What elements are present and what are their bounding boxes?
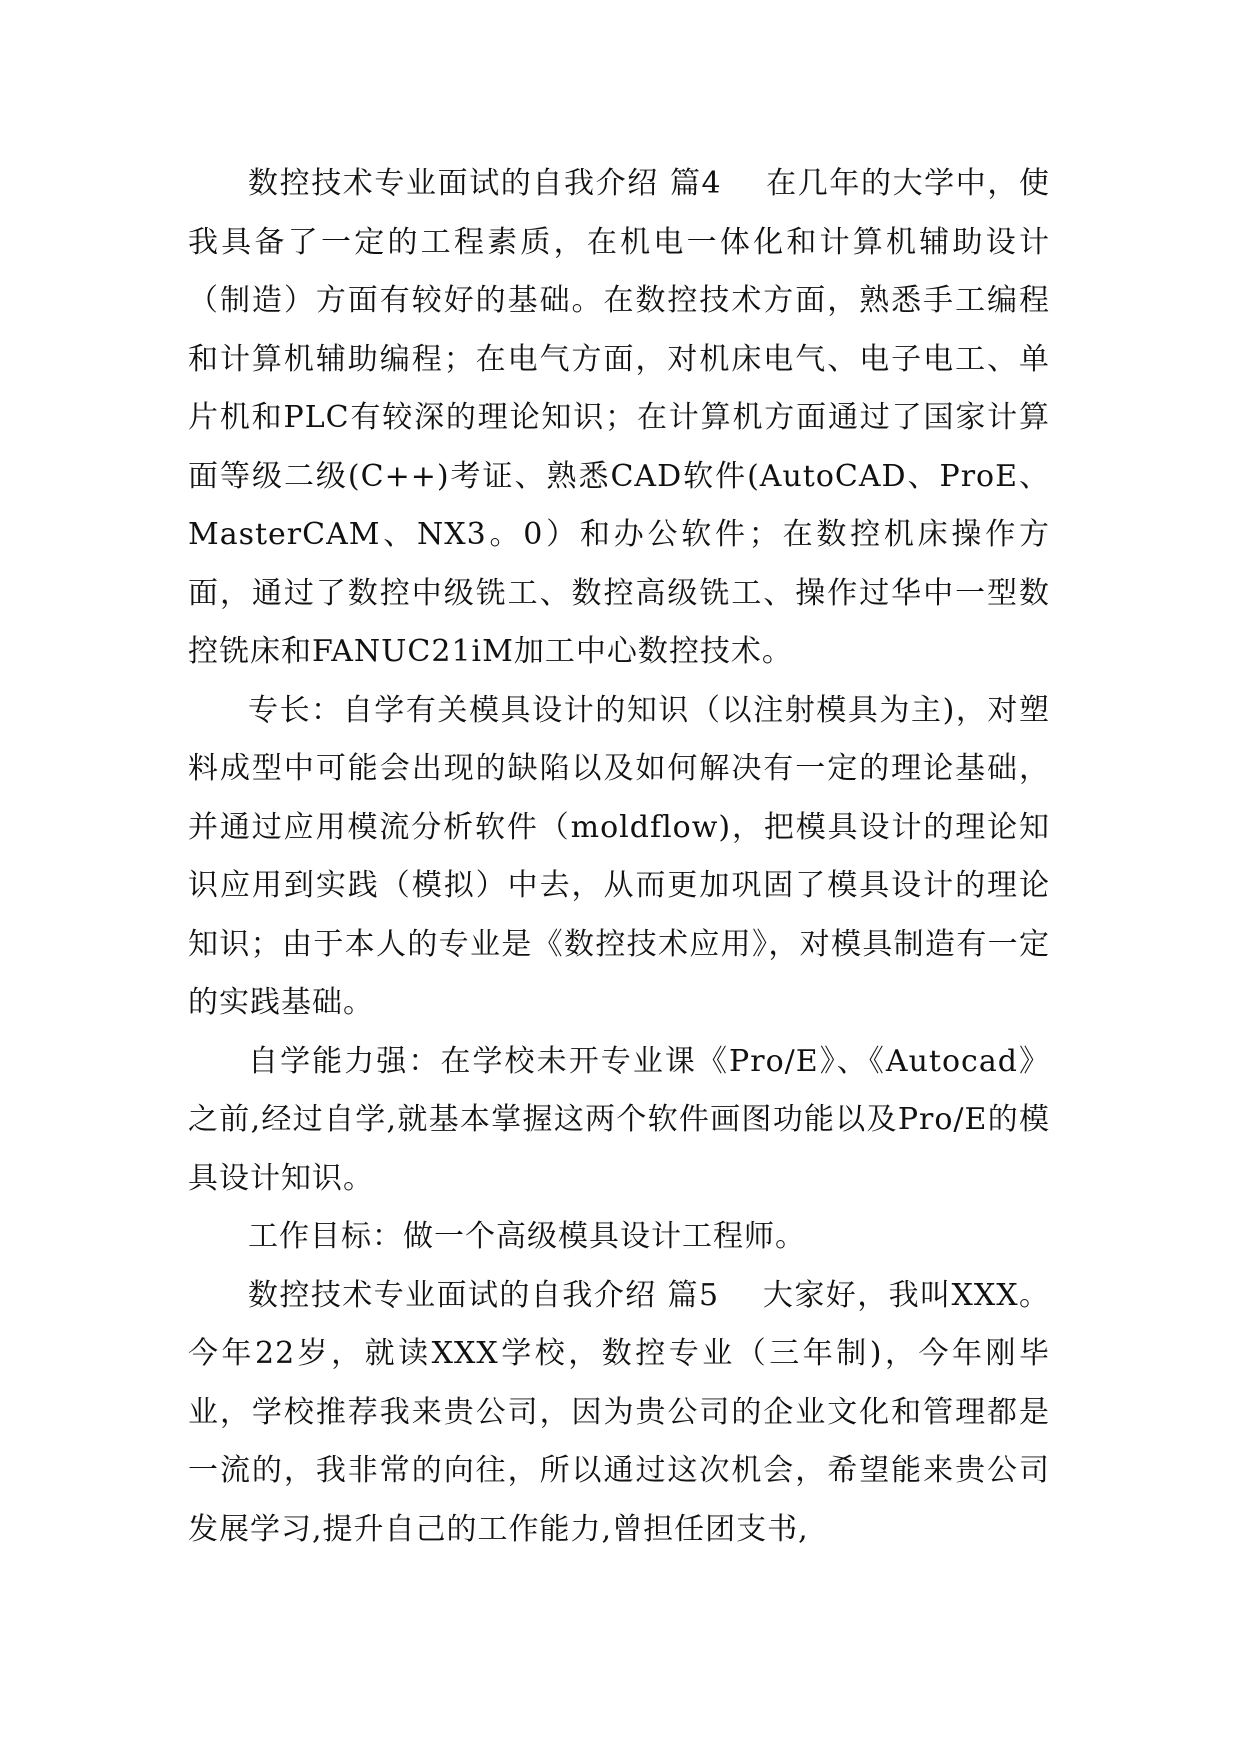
document-body <box>188 155 1050 1559</box>
paragraph-intro-4: 数控技术专业面试的自我介绍 篇4 在几年的大学中，使我具备了一定的工程素质，在机电一体化和计算机辅助设计（制造）方面有较好的基础。在数控技术方面，熟悉手工编程和计算机辅助编程；在电气方面，对机床电气、电子电工、单片机和PLC有较深的理论知识；在计算机方面通过了国家计算面等级二级(C++)考证、熟悉CAD软件(AutoCAD、ProE、MasterCAM、NX3。0）和办公软件；在数控机床操作方面，通过了数控中级铣工、数控高级铣工、操作过华中一型数控铣床和FANUC21iM加工中心数控技术。 <box>188 166 1050 669</box>
paragraph-specialty: 专长：自学有关模具设计的知识（以注射模具为主)，对塑料成型中可能会出现的缺陷以及如何解决有一定的理论基础，并通过应用模流分析软件（moldflow)，把模具设计的理论知识应用到实践（模拟）中去，从而更加巩固了模具设计的理论知识；由于本人的专业是《数控技术应用》，对模具制造有一定的实践基础。 <box>188 692 1050 1020</box>
paragraph-intro-5: 数控技术专业面试的自我介绍 篇5 大家好，我叫XXX。今年22岁，就读XXX学校，数控专业（三年制)，今年刚毕业，学校推荐我来贵公司，因为贵公司的企业文化和管理都是一流的，我非常的向往，所以通过这次机会，希望能来贵公司发展学习,提升自己的工作能力,曾担任团支书, <box>188 1277 1050 1547</box>
paragraph-work-goal: 工作目标：做一个高级模具设计工程师。 <box>248 1219 806 1254</box>
paragraph-self-learning: 自学能力强：在学校未开专业课《Pro/E》、《Autocad》之前,经过自学,就基本掌握这两个软件画图功能以及Pro/E的模具设计知识。 <box>188 1043 1050 1196</box>
